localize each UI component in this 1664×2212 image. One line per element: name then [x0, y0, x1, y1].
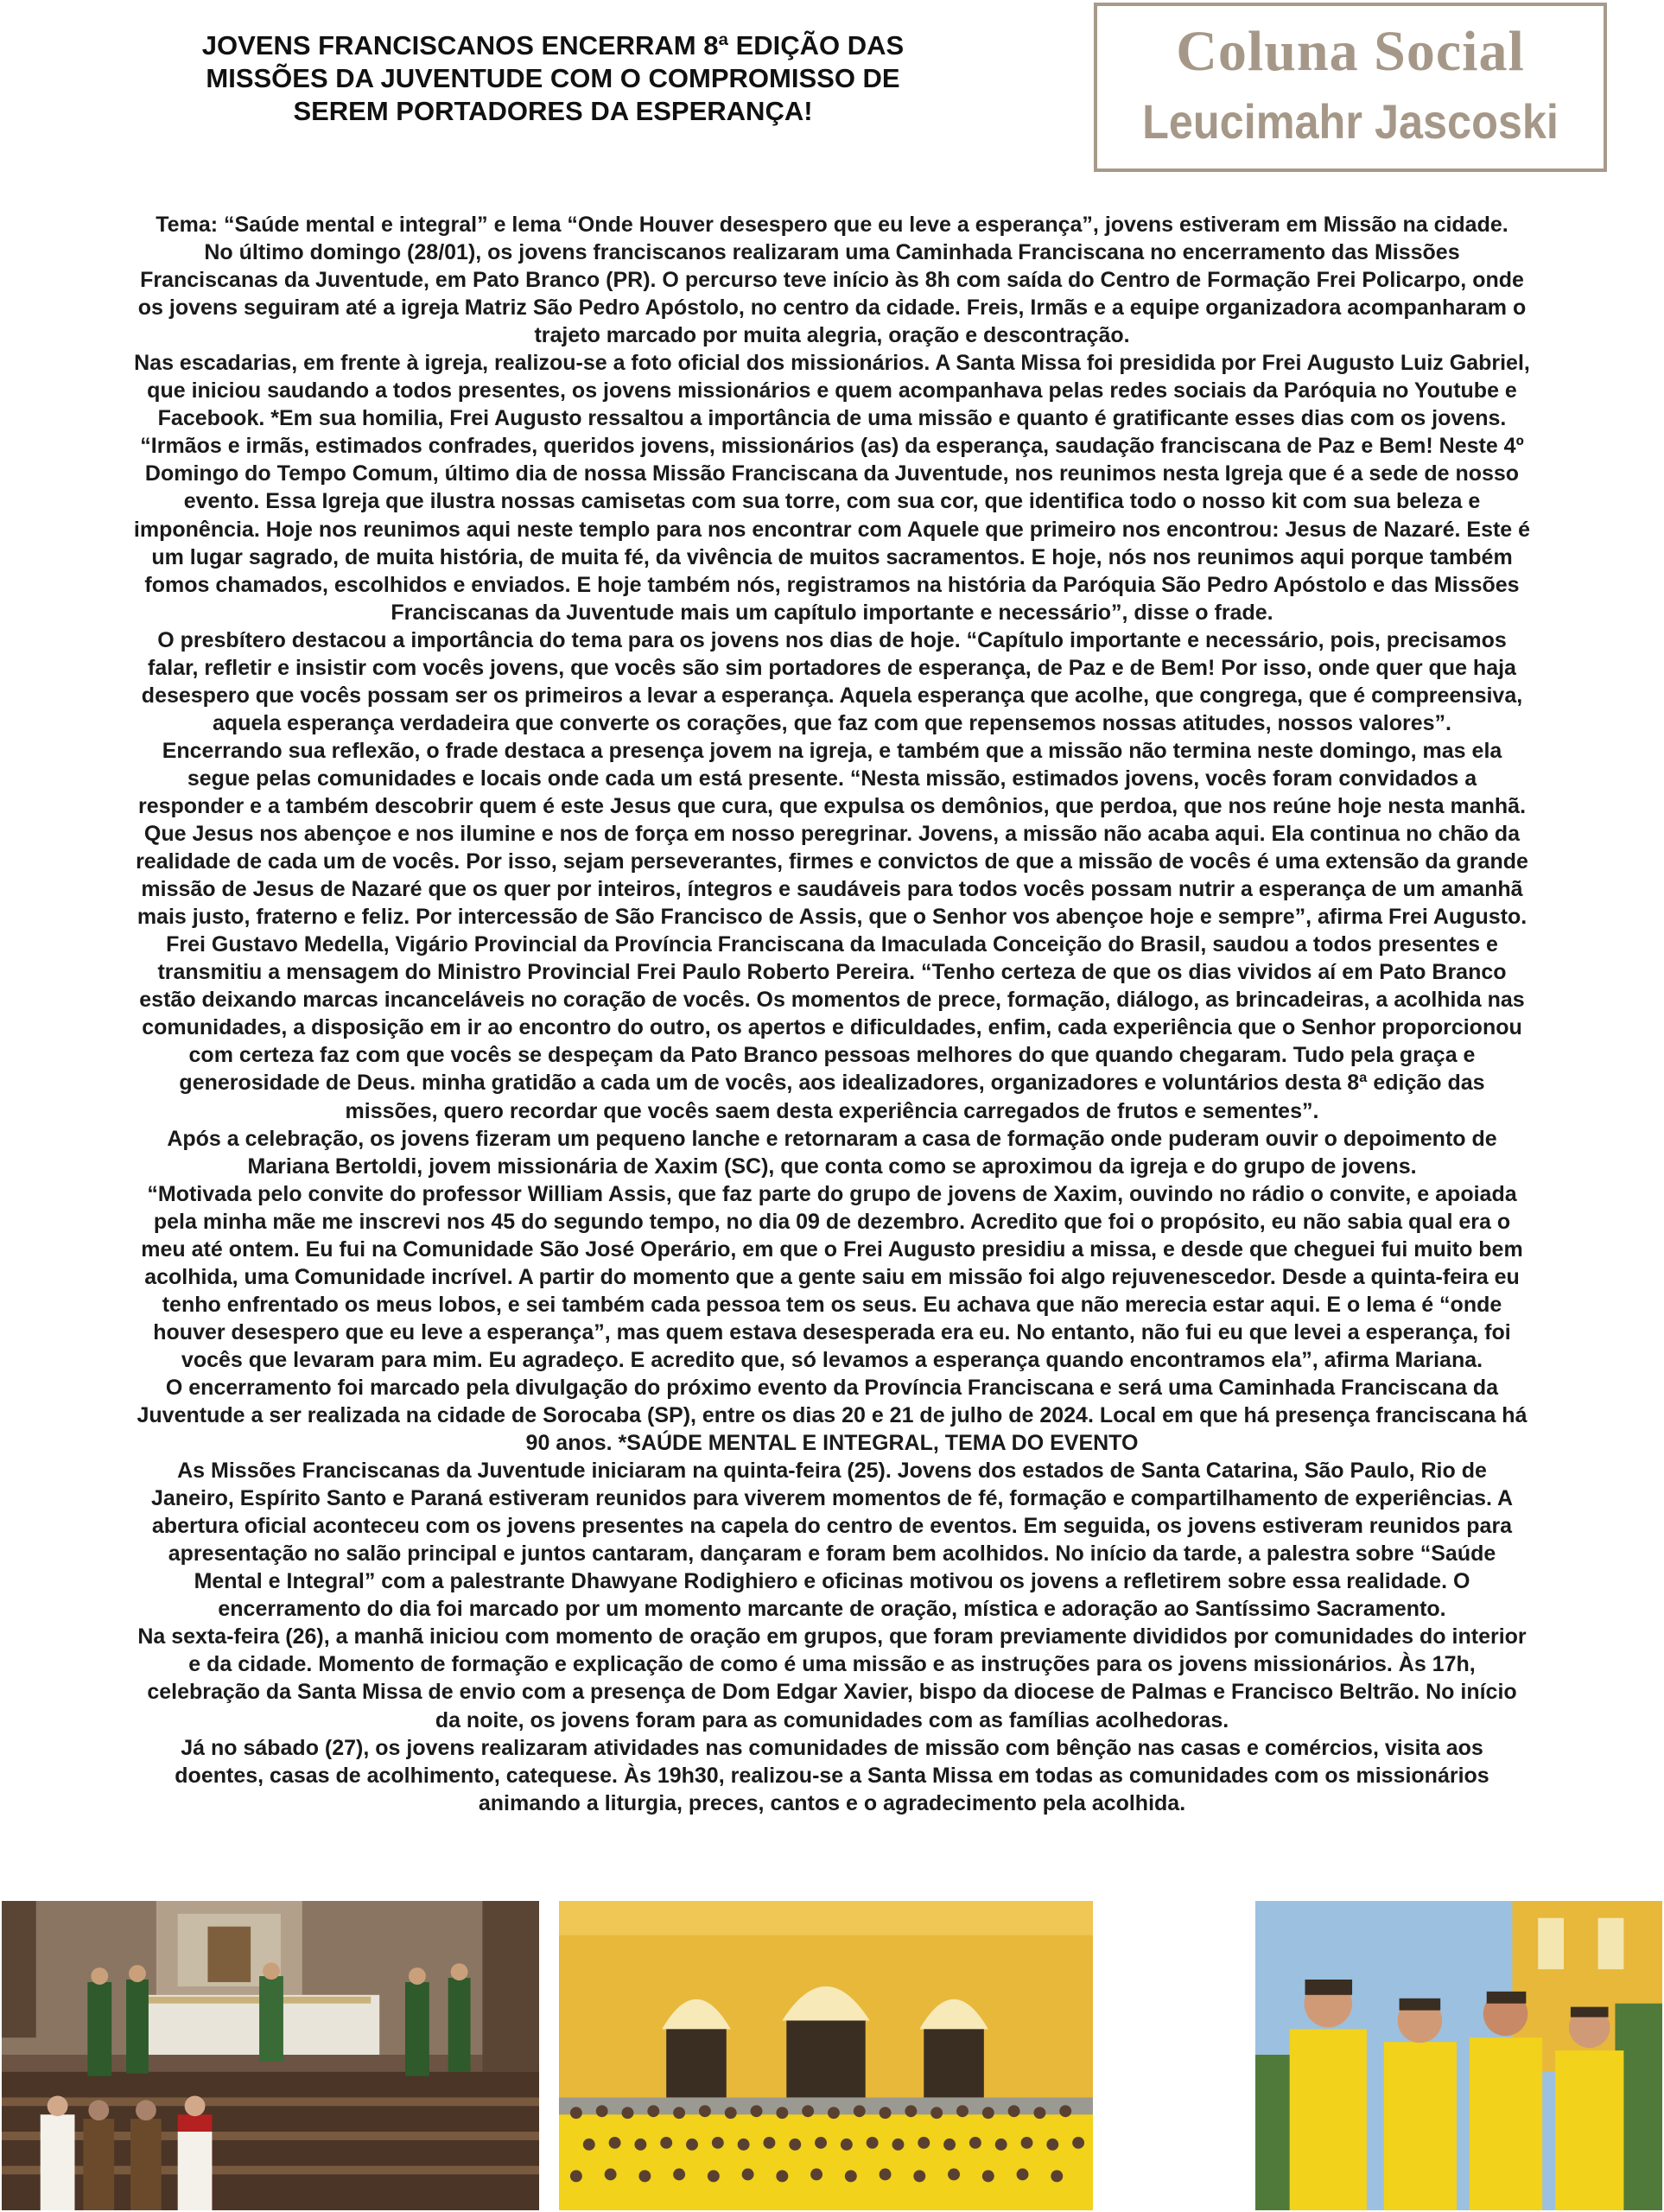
article-line: Janeiro, Espírito Santo e Paraná estiveram reunidos para viverem momentos de fé, formação e compartilhamento de experiências. A — [150, 1486, 1514, 1511]
article-line: meu até ontem. Eu fui na Comunidade São José Operário, em que o Frei Augusto presidiu a missa, e desde que cheguei fui muito bem — [141, 1236, 1523, 1262]
headline — [69, 29, 1037, 128]
article-line: aquela esperança verdadeira que converte os corações, que faz com que repensemos nossas atitudes, nossos valores”. — [213, 710, 1451, 735]
article-line: Franciscanas da Juventude, em Pato Branco (PR). O percurso teve início às 8h com saída do Centro de Formação Frei Policarpo, onde — [140, 268, 1524, 293]
article-line: “Irmãos e irmãs, estimados confrades, queridos jovens, missionários (as) da esperança, saudação franciscana de Paz e Bem! Neste 4º — [140, 434, 1524, 459]
article-line: Domingo do Tempo Comum, último dia de nossa Missão Franciscana da Juventude, nos reunimos nesta Igreja que é a sede de nosso — [144, 461, 1520, 486]
article-line: estão deixando marcas incanceláveis no coração de vocês. Os momentos de prece, formação, diálogo, as brincadeiras, a acolhida nas — [139, 988, 1525, 1013]
article-line: trajeto marcado por muita alegria, oração e descontração. — [534, 323, 1130, 348]
headline-line: SEREM PORTADORES DA ESPERANÇA! — [293, 96, 813, 126]
article-line: O encerramento foi marcado pela divulgação do próximo evento da Província Franciscana e será uma Caminhada Franciscana da — [165, 1375, 1499, 1400]
article-line: Tema: “Saúde mental e integral” e lema “Onde Houver desespero que eu leve a esperança”, jovens estiveram em Missão na cidade. — [156, 213, 1508, 237]
article-line: “Motivada pelo convite do professor William Assis, que faz parte do grupo de jovens de Xaxim, ouvindo no rádio o convite, e apoiada — [147, 1181, 1517, 1206]
article-line: evento. Essa Igreja que ilustra nossas camisetas com sua torre, com sua cor, que identifica todo o nosso kit com sua beleza e — [183, 489, 1481, 514]
article-line: Mariana Bertoldi, jovem missionária de Xaxim (SC), que conta como se aproximou da igreja e do grupo de jovens. — [247, 1154, 1417, 1179]
article-line: Frei Gustavo Medella, Vigário Provincial da Província Franciscana da Imaculada Conceição do Brasil, saudou a todos presentes e — [166, 932, 1498, 957]
article-line: As Missões Franciscanas da Juventude iniciaram na quinta-feira (25). Jovens dos estados de Santa Catarina, São Paulo, Rio de — [177, 1459, 1487, 1484]
article-line: Franciscanas da Juventude mais um capítulo importante e necessário”, disse o frade. — [391, 600, 1273, 625]
article-line: fomos chamados, escolhidos e enviados. E hoje também nós, registramos na história da Paróquia São Pedro Apóstolo e das Missões — [144, 572, 1520, 597]
article-line: Nas escadarias, em frente à igreja, realizou-se a foto oficial dos missionários. A Santa Missa foi presidida por Frei Augusto Luiz Gabriel, — [134, 351, 1530, 376]
headline-line: JOVENS FRANCISCANOS ENCERRAM 8ª EDIÇÃO DAS — [201, 30, 905, 60]
article-line: apresentação no salão principal e juntos cantaram, dançaram e foram bem acolhidos. No início da tarde, a palestra sobre “Saúde — [168, 1541, 1496, 1567]
article-line: realidade de cada um de vocês. Por isso, sejam perseverantes, firmes e convictos de que a missão de vocês é uma extensão da grande — [136, 849, 1528, 874]
headline-line: MISSÕES DA JUVENTUDE COM O COMPROMISSO DE — [206, 63, 900, 93]
article-line: missão de Jesus de Nazaré que os quer por inteiros, íntegros e saudáveis para todos vocês possam nutrir a esperança de um amanhã — [141, 877, 1523, 902]
article-line: que iniciou saudando a todos presentes, os jovens missionários e quem acompanhava pelas redes sociais da Paróquia no Youtube e — [147, 378, 1517, 404]
article-line: celebração da Santa Missa de envio com a presença de Dom Edgar Xavier, bispo da diocese de Palmas e Francisco Beltrão. No início — [147, 1680, 1517, 1705]
article-line: tenho enfrentado os meus lobos, e sei também cada pessoa tem os seus. Eu achava que não merecia estar aqui. E o lema é “onde — [162, 1292, 1502, 1317]
article-line: segue pelas comunidades e locais onde cada um está presente. “Nesta missão, estimados jovens, vocês foram convidados a — [187, 766, 1477, 791]
article-line: comunidades, a disposição em ir ao encontro do outro, os apertos e dificuldades, enfim, cada experiência que o Senhor proporcionou — [142, 1015, 1522, 1040]
group-church-illustration — [559, 1901, 1093, 2210]
article-line: Já no sábado (27), os jovens realizaram atividades nas comunidades de missão com bênção nas casas e comércios, visita aos — [181, 1735, 1483, 1760]
article-line: Juventude a ser realizada na cidade de Sorocaba (SP), entre os dias 20 e 21 de julho de 2024. Local em que há presença franciscana há — [137, 1403, 1527, 1428]
photo-youth-walk — [1254, 1899, 1664, 2212]
article-line: encerramento do dia foi marcado por um momento marcante de oração, mística e adoração ao Santíssimo Sacramento. — [218, 1597, 1446, 1622]
article-line: missões, quero recordar que vocês saem desta experiência carregados de frutos e sementes”. — [345, 1098, 1319, 1123]
article-line: um lugar sagrado, de muita história, de muita fé, da vivência de muitos sacramentos. E hoje, nós nos reunimos aqui porque também — [151, 544, 1513, 569]
article-line: os jovens seguiram até a igreja Matriz São Pedro Apóstolo, no centro da cidade. Freis, Irmãs e a equipe organizadora acompanharam o — [137, 296, 1527, 321]
article-line: doentes, casas de acolhimento, catequese. Às 19h30, realizou-se a Santa Missa em todas as comunidades com os missionários — [175, 1763, 1489, 1788]
column-box — [1094, 3, 1607, 172]
youth-walk-illustration — [1255, 1901, 1662, 2210]
article-line: falar, refletir e insistir com vocês jovens, que vocês são sim portadores de esperança, de Paz e de Bem! Por isso, onde quer que haja — [148, 655, 1516, 680]
article-line: da noite, os jovens foram para as comunidades com as famílias acolhedoras. — [435, 1707, 1229, 1732]
article-line: Na sexta-feira (26), a manhã iniciou com momento de oração em grupos, que foram previamente divididos por comunidades do interior — [137, 1624, 1527, 1649]
article-line: vocês que levaram para mim. Eu agradeço. E acredito que, só levamos a esperança quando encontramos ela”, afirma Mariana. — [181, 1347, 1483, 1372]
article-body — [10, 211, 1654, 1817]
article-line: houver desespero que eu leve a esperança”, mas quem estava desesperada era eu. No entanto, não fui eu que levei a esperança, foi — [153, 1319, 1511, 1344]
article-line: Encerrando sua reflexão, o frade destaca a presença jovem na igreja, e também que a missão não termina neste domingo, mas ela — [162, 738, 1502, 763]
article-line: No último domingo (28/01), os jovens franciscanos realizaram uma Caminhada Franciscana no encerramento das Missões — [204, 240, 1460, 265]
column-author: Leucimahr Jascoski — [1142, 94, 1559, 149]
column-title: Coluna Social — [1176, 20, 1525, 83]
article-line: transmitiu a mensagem do Ministro Provincial Frei Paulo Roberto Pereira. “Tenho certeza de que os dias vividos aí em Pato Branco — [157, 960, 1507, 985]
article-line: mais justo, fraterno e feliz. Por intercessão de São Francisco de Assis, que o Senhor vos abençoe hoje e sempre”, afirma Frei Augusto. — [137, 905, 1527, 930]
article-line: Que Jesus nos abençoe e nos ilumine e nos de força em nosso peregrinar. Jovens, a missão não acaba aqui. Ela continua no chão da — [143, 822, 1521, 847]
article-line: Após a celebração, os jovens fizeram um pequeno lanche e retornaram a casa de formação onde puderam ouvir o depoimento de — [167, 1126, 1497, 1151]
article-line: O presbítero destacou a importância do tema para os jovens nos dias de hoje. “Capítulo importante e necessário, pois, precisamos — [157, 627, 1507, 652]
article-line: generosidade de Deus. minha gratidão a cada um de vocês, aos idealizadores, organizadores e voluntários desta 8ª edição das — [179, 1071, 1485, 1096]
article-line: e da cidade. Momento de formação e explicação de como é uma missão e as instruções para os jovens missionários. Às 17h, — [188, 1652, 1476, 1677]
article-line: 90 anos. *SAÚDE MENTAL E INTEGRAL, TEMA DO EVENTO — [525, 1431, 1139, 1456]
article-line: responder e a também descobrir quem é este Jesus que cura, que expulsa os demônios, que perdoa, que nos reúne hoje nesta manhã. — [137, 793, 1527, 818]
mass-altar-illustration — [2, 1901, 539, 2210]
photo-group-church-steps — [557, 1899, 1095, 2212]
photo-mass-altar — [0, 1899, 541, 2212]
article-line: desespero que vocês possam ser os primeiros a levar a esperança. Aquela esperança que acolhe, que congrega, que é compreensiva, — [141, 683, 1523, 708]
article-line: acolhida, uma Comunidade incrível. A partir do momento que a gente saiu em missão foi algo rejuvenescedor. Desde a quinta-feira eu — [144, 1264, 1520, 1289]
article-line: com certeza faz com que vocês se despeçam da Pato Branco pessoas melhores do que quando chegaram. Tudo pela graça e — [188, 1043, 1476, 1068]
article-line: pela minha mãe me inscrevi nos 45 do segundo tempo, no dia 09 de dezembro. Acredito que foi o propósito, eu não sabia qual era o — [153, 1209, 1511, 1234]
article-line: Facebook. *Em sua homilia, Frei Augusto ressaltou a importância de uma missão e quanto é gratificante esses dias com os jovens. — [157, 406, 1507, 431]
article-line: abertura oficial aconteceu com os jovens presentes na capela do centro de eventos. Em seguida, os jovens estiveram reunidos para — [151, 1514, 1513, 1539]
article-line: imponência. Hoje nos reunimos aqui neste templo para nos encontrar com Aquele que primeiro nos encontrou: Jesus de Nazaré. Este é — [133, 517, 1531, 542]
article-line: animando a liturgia, preces, cantos e o agradecimento pela acolhida. — [478, 1790, 1186, 1815]
article-line: Mental e Integral” com a palestrante Dhawyane Rodighiero e oficinas motivou os jovens a refletirem sobre essa realidade. O — [194, 1569, 1470, 1594]
